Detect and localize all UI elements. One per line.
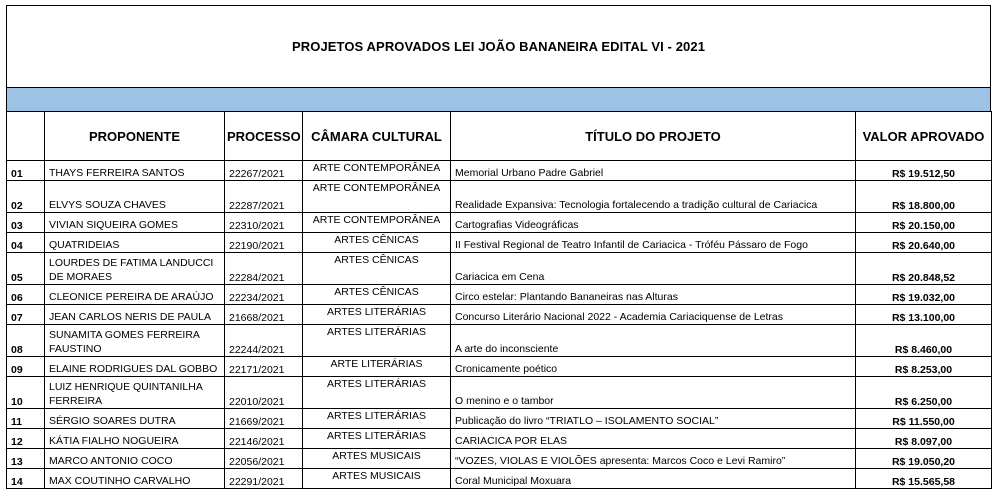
cell-num: 11 (7, 409, 45, 429)
table-row (7, 213, 992, 233)
cell-valor: R$ 15.565,58 (856, 469, 992, 489)
table-header-row (7, 112, 992, 161)
cell-processo: 22056/2021 (225, 449, 303, 469)
cell-valor: R$ 8.253,00 (856, 357, 992, 377)
cell-num: 08 (7, 325, 45, 357)
cell-titulo: O menino e o tambor (451, 377, 856, 409)
cell-titulo: Memorial Urbano Padre Gabriel (451, 161, 856, 181)
table-row (7, 161, 992, 181)
cell-camara: ARTES LITERÁRIAS (303, 377, 451, 409)
cell-camara: ARTES CÊNICAS (303, 253, 451, 285)
cell-processo: 22284/2021 (225, 253, 303, 285)
cell-num: 07 (7, 305, 45, 325)
cell-proponente: CLEONICE PEREIRA DE ARAÚJO (45, 285, 225, 305)
cell-processo: 22267/2021 (225, 161, 303, 181)
cell-titulo: Cariacica em Cena (451, 253, 856, 285)
col-header-camara: CÂMARA CULTURAL (303, 112, 451, 161)
cell-processo: 22190/2021 (225, 233, 303, 253)
cell-num: 05 (7, 253, 45, 285)
cell-camara: ARTES LITERÁRIAS (303, 325, 451, 357)
cell-titulo: “VOZES, VIOLAS E VIOLÕES apresenta: Marcos Coco e Levi Ramiro” (451, 449, 856, 469)
table-row (7, 449, 992, 469)
cell-valor: R$ 18.800,00 (856, 181, 992, 213)
projects-table (6, 111, 992, 489)
cell-processo: 22171/2021 (225, 357, 303, 377)
cell-proponente: MAX COUTINHO CARVALHO (45, 469, 225, 489)
cell-camara: ARTES CÊNICAS (303, 233, 451, 253)
cell-camara: ARTES LITERÁRIAS (303, 305, 451, 325)
table-row (7, 181, 992, 213)
cell-camara: ARTE LITERÁRIAS (303, 357, 451, 377)
cell-proponente: LOURDES DE FATIMA LANDUCCI DE MORAES (45, 253, 225, 285)
cell-processo: 22291/2021 (225, 469, 303, 489)
cell-processo: 22234/2021 (225, 285, 303, 305)
cell-titulo: Circo estelar: Plantando Bananeiras nas Alturas (451, 285, 856, 305)
header-band (6, 88, 991, 111)
cell-num: 04 (7, 233, 45, 253)
cell-titulo: Cartografias Videográficas (451, 213, 856, 233)
page-title: PROJETOS APROVADOS LEI JOÃO BANANEIRA EDITAL VI - 2021 (291, 39, 706, 54)
cell-proponente: QUATRIDEIAS (45, 233, 225, 253)
col-header-titulo: TÍTULO DO PROJETO (451, 112, 856, 161)
cell-proponente: THAYS FERREIRA SANTOS (45, 161, 225, 181)
cell-valor: R$ 20.640,00 (856, 233, 992, 253)
cell-processo: 22146/2021 (225, 429, 303, 449)
col-header-num (7, 112, 45, 161)
cell-valor: R$ 8.460,00 (856, 325, 992, 357)
cell-processo: 22310/2021 (225, 213, 303, 233)
cell-valor: R$ 13.100,00 (856, 305, 992, 325)
cell-camara: ARTES MUSICAIS (303, 469, 451, 489)
cell-camara: ARTES LITERÁRIAS (303, 409, 451, 429)
cell-valor: R$ 11.550,00 (856, 409, 992, 429)
cell-proponente: JEAN CARLOS NERIS DE PAULA (45, 305, 225, 325)
cell-num: 01 (7, 161, 45, 181)
cell-valor: R$ 8.097,00 (856, 429, 992, 449)
cell-titulo: Publicação do livro “TRIATLO – ISOLAMENTO SOCIAL” (451, 409, 856, 429)
cell-proponente: SÉRGIO SOARES DUTRA (45, 409, 225, 429)
cell-processo: 22287/2021 (225, 181, 303, 213)
cell-num: 09 (7, 357, 45, 377)
table-row (7, 377, 992, 409)
cell-num: 14 (7, 469, 45, 489)
cell-camara: ARTES LITERÁRIAS (303, 429, 451, 449)
cell-valor: R$ 19.512,50 (856, 161, 992, 181)
title-box (6, 5, 991, 88)
table-row (7, 429, 992, 449)
cell-valor: R$ 19.032,00 (856, 285, 992, 305)
table-row (7, 305, 992, 325)
table-row (7, 469, 992, 489)
cell-titulo: CARIACICA POR ELAS (451, 429, 856, 449)
cell-titulo: Coral Municipal Moxuara (451, 469, 856, 489)
col-header-processo: PROCESSO (225, 112, 303, 161)
table-row (7, 357, 992, 377)
cell-camara: ARTES MUSICAIS (303, 449, 451, 469)
col-header-proponente: PROPONENTE (45, 112, 225, 161)
col-header-valor: VALOR APROVADO (856, 112, 992, 161)
cell-proponente: VIVIAN SIQUEIRA GOMES (45, 213, 225, 233)
table-row (7, 325, 992, 357)
cell-proponente: MARCO ANTONIO COCO (45, 449, 225, 469)
cell-proponente: LUIZ HENRIQUE QUINTANILHA FERREIRA (45, 377, 225, 409)
cell-proponente: ELAINE RODRIGUES DAL GOBBO (45, 357, 225, 377)
cell-titulo: Concurso Literário Nacional 2022 - Academia Cariaciquense de Letras (451, 305, 856, 325)
cell-num: 12 (7, 429, 45, 449)
cell-proponente: SUNAMITA GOMES FERREIRA FAUSTINO (45, 325, 225, 357)
cell-titulo: A arte do inconsciente (451, 325, 856, 357)
cell-processo: 21669/2021 (225, 409, 303, 429)
cell-camara: ARTE CONTEMPORÂNEA (303, 213, 451, 233)
cell-num: 06 (7, 285, 45, 305)
cell-processo: 22244/2021 (225, 325, 303, 357)
cell-proponente: ELVYS SOUZA CHAVES (45, 181, 225, 213)
table-row (7, 233, 992, 253)
cell-num: 10 (7, 377, 45, 409)
cell-valor: R$ 20.150,00 (856, 213, 992, 233)
cell-num: 03 (7, 213, 45, 233)
cell-camara: ARTES CÊNICAS (303, 285, 451, 305)
cell-processo: 22010/2021 (225, 377, 303, 409)
cell-titulo: II Festival Regional de Teatro Infantil de Cariacica - Tróféu Pássaro de Fogo (451, 233, 856, 253)
cell-camara: ARTE CONTEMPORÂNEA (303, 181, 451, 213)
cell-processo: 21668/2021 (225, 305, 303, 325)
cell-valor: R$ 6.250,00 (856, 377, 992, 409)
cell-camara: ARTE CONTEMPORÂNEA (303, 161, 451, 181)
cell-titulo: Cronicamente poético (451, 357, 856, 377)
cell-num: 13 (7, 449, 45, 469)
table-row (7, 253, 992, 285)
table-row (7, 409, 992, 429)
cell-proponente: KÁTIA FIALHO NOGUEIRA (45, 429, 225, 449)
table-row (7, 285, 992, 305)
cell-num: 02 (7, 181, 45, 213)
cell-valor: R$ 20.848,52 (856, 253, 992, 285)
cell-titulo: Realidade Expansiva: Tecnologia fortalecendo a tradição cultural de Cariacica (451, 181, 856, 213)
spreadsheet (6, 5, 991, 488)
cell-valor: R$ 19.050,20 (856, 449, 992, 469)
